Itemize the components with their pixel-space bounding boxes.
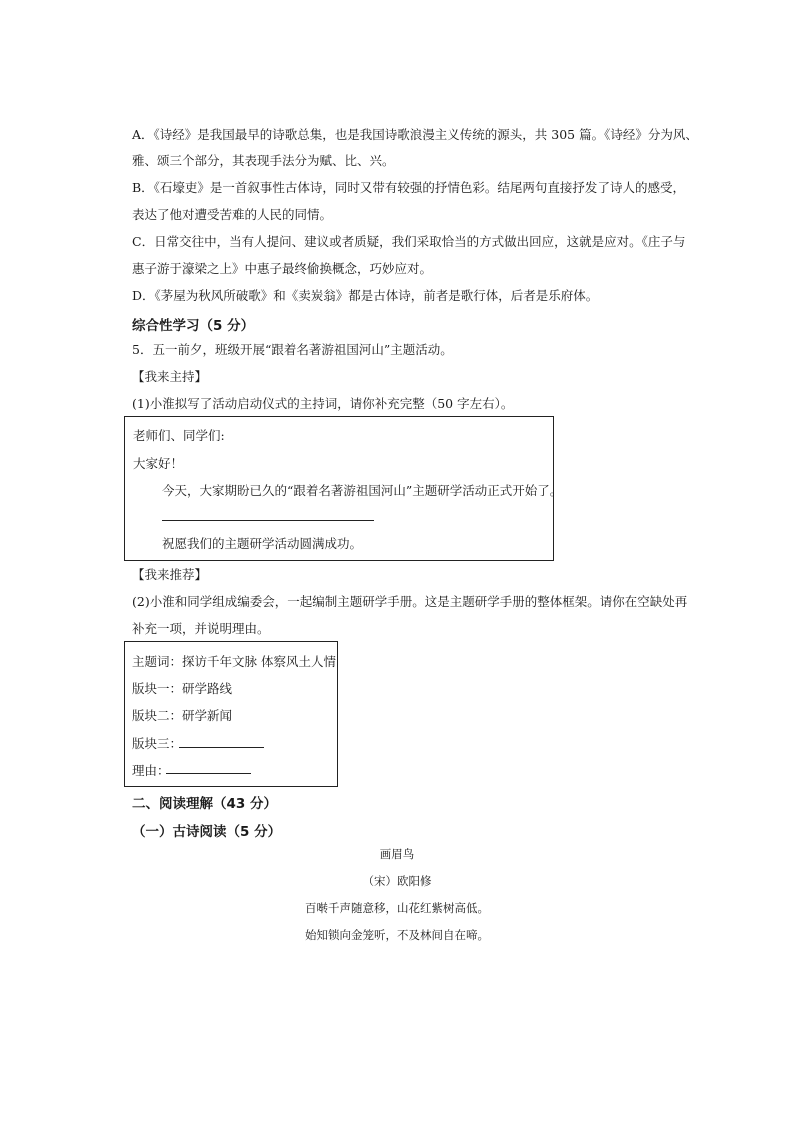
q5-sub2-line1: (2)小淮和同学组成编委会，一起编制主题研学手册。这是主题研学手册的整体框架。请你在空缺处再 — [132, 594, 688, 609]
option-a-line2: 雅、颂三个部分，其表现手法分为赋、比、兴。 — [132, 153, 395, 168]
section-heading-poem: （一）古诗阅读（5 分） — [132, 824, 282, 840]
host-line-greeting: 老师们、同学们: — [133, 428, 225, 443]
frame-theme: 主题词：探访千年文脉 体察风土人情 — [132, 654, 336, 669]
frame-block1: 版块一：研学路线 — [132, 681, 233, 696]
section-heading-integrated: 综合性学习（5 分） — [132, 318, 255, 334]
frame-reason: 理由： — [132, 763, 170, 778]
host-line-start: 今天，大家期盼已久的“跟着名著游祖国河山”主题研学活动正式开始了。 — [162, 483, 563, 498]
option-c-line2: 惠子游于濠梁之上》中惠子最终偷换概念，巧妙应对。 — [132, 261, 433, 276]
block3-blank[interactable] — [179, 747, 264, 748]
q5-intro: 5．五一前夕，班级开展“跟着名著游祖国河山”主题活动。 — [132, 342, 453, 357]
option-a-line1: A．《诗经》是我国最早的诗歌总集，也是我国诗歌浪漫主义传统的源头，共 305 篇。《诗经》分为风、 — [132, 127, 698, 142]
host-tag: 【我来主持】 — [132, 369, 208, 384]
host-line-hello: 大家好！ — [133, 456, 184, 471]
poem-author: （宋）欧阳修 — [362, 874, 432, 888]
poem-line1: 百啭千声随意移，山花红紫树高低。 — [305, 901, 489, 915]
reason-blank[interactable] — [166, 773, 251, 774]
frame-block3: 版块三： — [132, 736, 183, 751]
frame-block2: 版块二：研学新闻 — [132, 708, 233, 723]
recommend-tag: 【我来推荐】 — [132, 567, 208, 582]
section-heading-reading: 二、阅读理解（43 分） — [132, 796, 277, 812]
option-c-line1: C．日常交往中，当有人提问、建议或者质疑，我们采取恰当的方式做出回应，这就是应对。《庄子与 — [132, 234, 686, 249]
option-b-line1: B．《石壕吏》是一首叙事性古体诗，同时又带有较强的抒情色彩。结尾两句直接抒发了诗人的感受， — [132, 180, 685, 195]
q5-sub2-line2: 补充一项，并说明理由。 — [132, 621, 270, 636]
poem-title: 画眉鸟 — [379, 847, 415, 861]
option-b-line2: 表达了他对遭受苦难的人民的同情。 — [132, 207, 333, 222]
host-line-wish: 祝愿我们的主题研学活动圆满成功。 — [162, 536, 363, 551]
q5-sub1: (1)小淮拟写了活动启动仪式的主持词，请你补充完整（50 字左右）。 — [132, 396, 514, 411]
option-d-line1: D．《茅屋为秋风所破歌》和《卖炭翁》都是古体诗，前者是歌行体，后者是乐府体。 — [132, 288, 599, 303]
poem-line2: 始知锁向金笼听，不及林间自在啼。 — [305, 928, 489, 942]
host-answer-blank[interactable] — [162, 520, 374, 521]
